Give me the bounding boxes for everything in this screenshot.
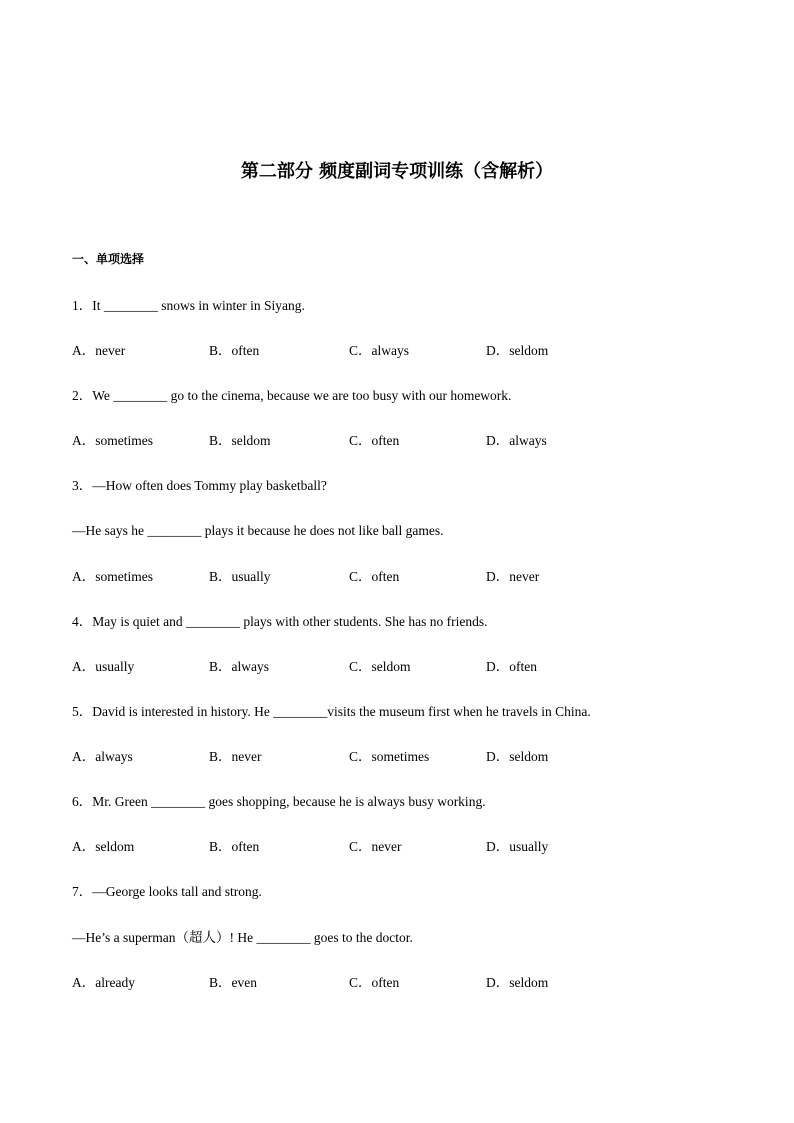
question-7-text: 7．—George looks tall and strong. [72,884,262,899]
question-1-text: 1．It ________ snows in winter in Siyang. [72,298,305,313]
question-5-text: 5．David is interested in history. He ________visits the museum first when he travels in China. [72,704,591,719]
question-3-text: 3．—How often does Tommy play basketball? [72,478,327,493]
question-7-option-c: C．often [349,975,400,990]
question-4-option-d: D．often [486,659,537,674]
question-1-option-a: A．never [72,343,126,358]
question-3-option-c: C．often [349,569,400,584]
question-6-text: 6．Mr. Green ________ goes shopping, because he is always busy working. [72,794,486,809]
question-6-option-d: D．usually [486,839,549,854]
document-title: 第二部分 频度副词专项训练（含解析） [240,161,554,182]
question-3-option-b: B．usually [209,569,271,584]
question-3-text-line-2: —He says he ________ plays it because he does not like ball games. [72,523,444,538]
question-4-text: 4．May is quiet and ________ plays with other students. She has no friends. [72,614,488,629]
question-4-option-a: A．usually [72,659,135,674]
question-2-options [72,432,632,450]
question-5-option-a: A．always [72,749,133,764]
question-7-options [72,974,632,992]
question-3-options [72,568,632,586]
question-6-option-b: B．often [209,839,260,854]
question-1-options [72,342,632,360]
question-7-text-line-2: —He’s a superman（超人）! He ________ goes to the doctor. [72,930,413,945]
question-5-options [72,748,632,766]
question-6-option-a: A．seldom [72,839,135,854]
question-5-option-d: D．seldom [486,749,549,764]
question-2-option-a: A．sometimes [72,433,153,448]
question-1-option-d: D．seldom [486,343,549,358]
question-2-option-c: C．often [349,433,400,448]
question-4-options [72,658,632,676]
section-heading: 一、单项选择 [72,252,145,266]
question-1-option-b: B．often [209,343,260,358]
question-3-option-a: A．sometimes [72,569,153,584]
question-7-option-d: D．seldom [486,975,549,990]
question-4-option-c: C．seldom [349,659,411,674]
question-2-option-d: D．always [486,433,547,448]
question-1-option-c: C．always [349,343,409,358]
question-5-option-b: B．never [209,749,262,764]
question-2-text: 2．We ________ go to the cinema, because we are too busy with our homework. [72,388,512,403]
question-7-option-a: A．already [72,975,135,990]
question-5-option-c: C．sometimes [349,749,430,764]
question-3-option-d: D．never [486,569,540,584]
question-4-option-b: B．always [209,659,269,674]
question-7-option-b: B．even [209,975,257,990]
question-6-option-c: C．never [349,839,402,854]
question-2-option-b: B．seldom [209,433,271,448]
question-6-options [72,838,632,856]
